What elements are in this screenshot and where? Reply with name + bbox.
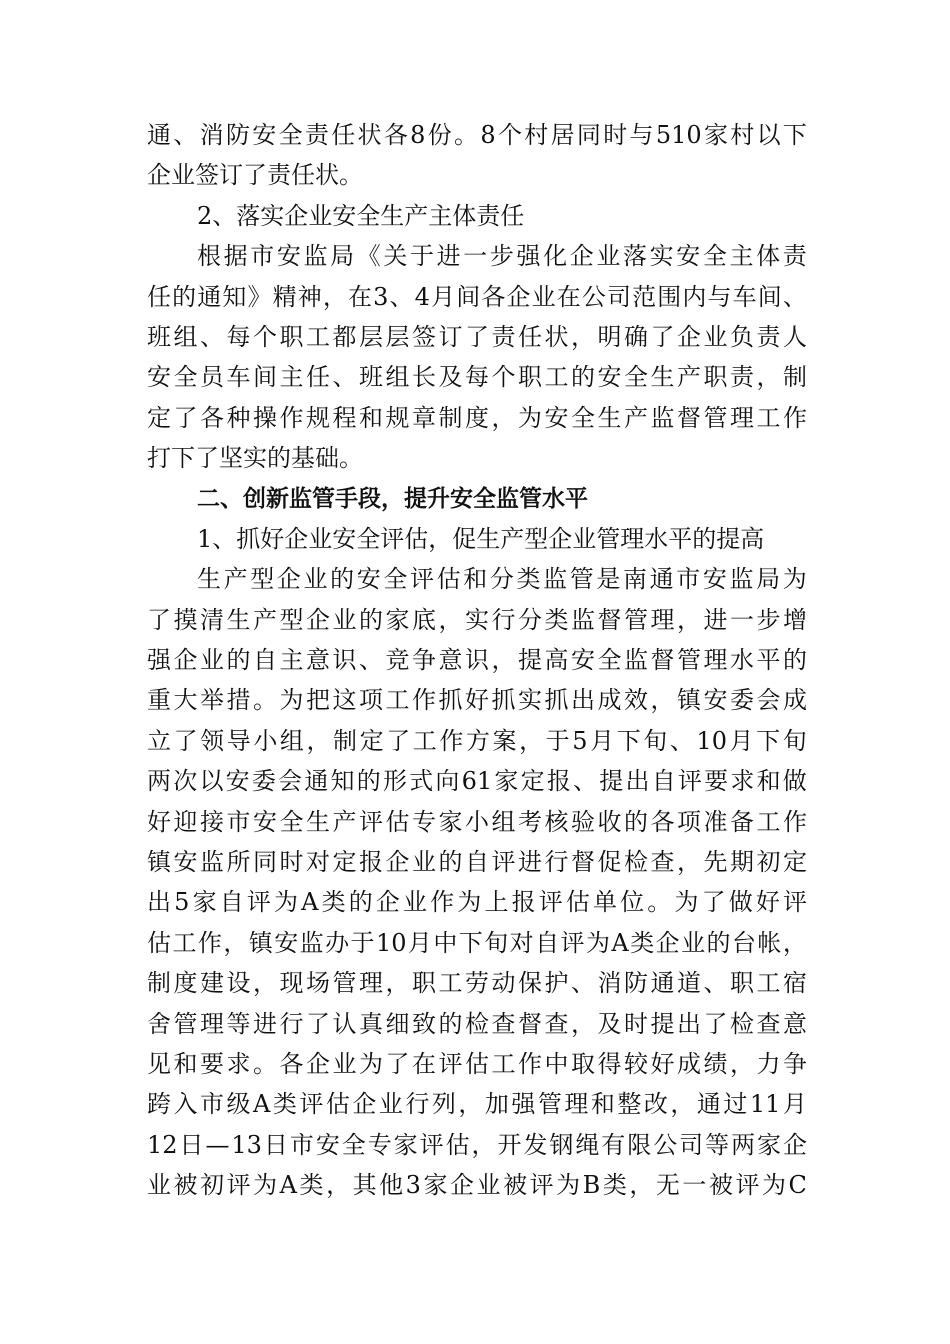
paragraph-last-line: 打下了坚实的基础。 xyxy=(147,444,363,473)
paragraph-line: 两 次 以 安 委 会 通 知 的 形 式 向 61 家 定 报 、 提 出 自 评 要 求 和 做 xyxy=(147,767,807,796)
paragraph-line: 舍 管 理 等 进 行 了 认 真 细 致 的 检 查 督 查 ， 及 时 提 出 了 检 查 意 xyxy=(147,1009,807,1038)
paragraph-line: 安 全 员 车 间 主 任 、 班 组 长 及 每 个 职 工 的 安 全 生 产 职 责 ， 制 xyxy=(147,363,807,392)
subsection-heading: 1、抓好企业安全评估，促生产型企业管理水平的提高 xyxy=(197,524,765,553)
paragraph-first-line: 生 产 型 企 业 的 安 全 评 估 和 分 类 监 管 是 南 通 市 安 监 局 为 xyxy=(197,565,807,594)
document-body xyxy=(147,115,807,1206)
paragraph-line: 强 企 业 的 自 主 意 识 、 竞 争 意 识 ， 提 高 安 全 监 督 管 理 水 平 的 xyxy=(147,646,807,675)
paragraph-line: 估 工 作 ， 镇 安 监 办 于 10 月 中 下 旬 对 自 评 为 A 类 企 业 的 台 帐 ， xyxy=(147,928,807,957)
paragraph-line: 任 的 通 知 》 精 神 ， 在 3 、 4 月 间 各 企 业 在 公 司 范 围 内 与 车 间 、 xyxy=(147,282,807,311)
paragraph-line: 通 、 消 防 安 全 责 任 状 各 8 份 。 8 个 村 居 同 时 与 510 家 村 以 下 xyxy=(147,121,807,149)
section-heading: 二、创新监管手段，提升安全监管水平 xyxy=(197,485,588,512)
paragraph-line: 出 5 家 自 评 为 A 类 的 企 业 作 为 上 报 评 估 单 位 。 为 了 做 好 评 xyxy=(147,888,807,917)
paragraph-line: 定 了 各 种 操 作 规 程 和 规 章 制 度 ， 为 安 全 生 产 监 督 管 理 工 作 xyxy=(147,403,807,432)
paragraph-last-line: 企业签订了责任状。 xyxy=(147,161,363,190)
subsection-heading: 2、落实企业安全生产主体责任 xyxy=(197,201,525,230)
paragraph-line: 了 摸 清 生 产 型 企 业 的 家 底 ， 实 行 分 类 监 督 管 理 ， 进 一 步 增 xyxy=(147,605,807,634)
paragraph-line: 业 被 初 评 为 A 类 ， 其 他 3 家 企 业 被 评 为 B 类 ， 无 一 被 评 为 C xyxy=(147,1171,807,1200)
paragraph-line: 班 组 、 每 个 职 工 都 层 层 签 订 了 责 任 状 ， 明 确 了 企 业 负 责 人 xyxy=(147,322,807,351)
paragraph-line: 镇 安 监 所 同 时 对 定 报 企 业 的 自 评 进 行 督 促 检 查 ， 先 期 初 定 xyxy=(147,848,807,877)
paragraph-line: 重 大 举 措 。 为 把 这 项 工 作 抓 好 抓 实 抓 出 成 效 ， 镇 安 委 会 成 xyxy=(147,686,807,715)
paragraph-line: 跨 入 市 级 A 类 评 估 企 业 行 列 ， 加 强 管 理 和 整 改 ， 通 过 11 月 xyxy=(147,1090,807,1119)
paragraph-line: 见 和 要 求 。 各 企 业 为 了 在 评 估 工 作 中 取 得 较 好 成 绩 ， 力 争 xyxy=(147,1049,807,1078)
paragraph-line: 好 迎 接 市 安 全 生 产 评 估 专 家 小 组 考 核 验 收 的 各 项 准 备 工 作 xyxy=(147,807,807,836)
paragraph-first-line: 根 据 市 安 监 局 《 关 于 进 一 步 强 化 企 业 落 实 安 全 主 体 责 xyxy=(197,242,807,271)
paragraph-line: 12 日 — 13 日 市 安 全 专 家 评 估 ， 开 发 钢 绳 有 限 公 司 等 两 家 企 xyxy=(147,1130,807,1159)
paragraph-line: 立 了 领 导 小 组 ， 制 定 了 工 作 方 案 ， 于 5 月 下 旬 、 10 月 下 旬 xyxy=(147,726,807,755)
paragraph-line: 制 度 建 设 ， 现 场 管 理 ， 职 工 劳 动 保 护 、 消 防 通 道 、 职 工 宿 xyxy=(147,969,807,998)
